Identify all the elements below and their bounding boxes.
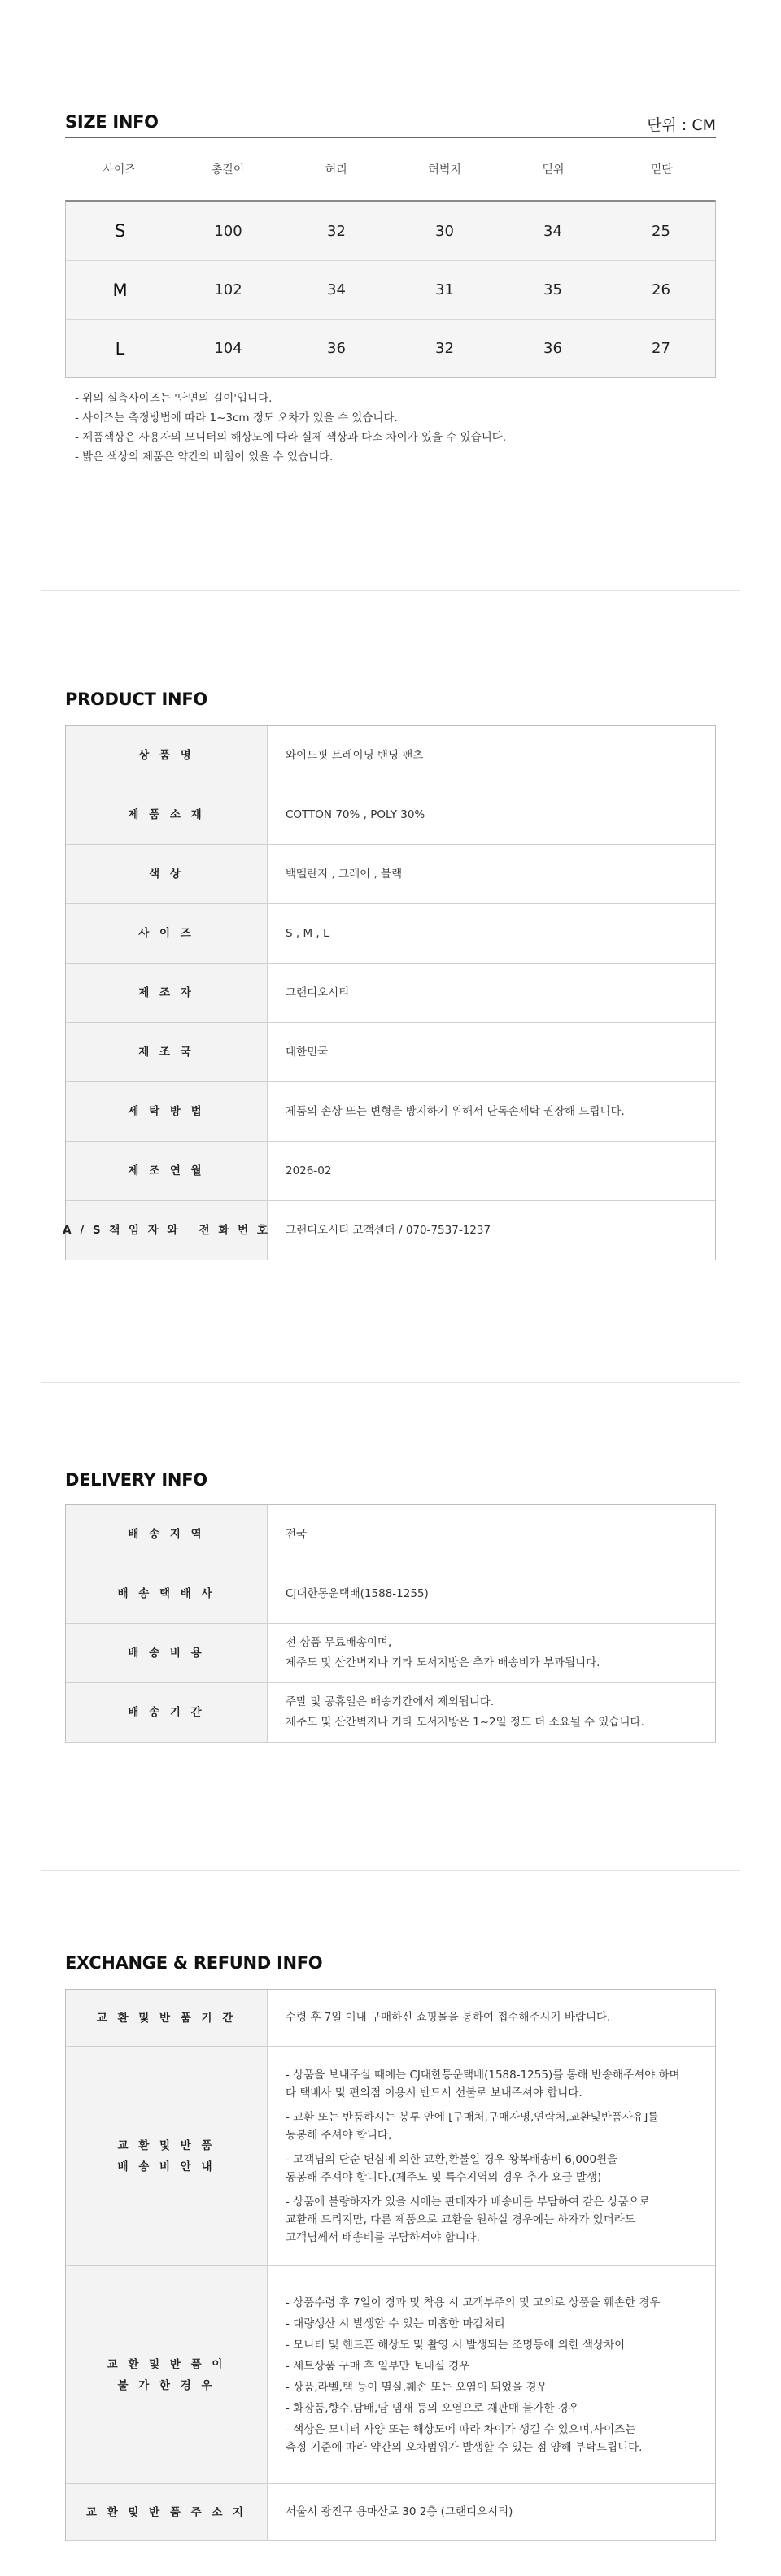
product-label: 사 이 즈 — [66, 904, 268, 963]
product-row-name — [66, 726, 715, 785]
size-header-cell: 허벅지 — [428, 163, 461, 176]
delivery-label: 배 송 비 용 — [66, 1624, 268, 1682]
product-value: 백멜란지 , 그레이 , 블랙 — [286, 867, 403, 881]
exchange-value: 서울시 광진구 용마산로 30 2층 (그랜디오시티) — [286, 2505, 513, 2518]
product-row-maker — [66, 964, 715, 1023]
delivery-value — [268, 1564, 715, 1623]
delivery-value — [268, 1624, 715, 1682]
product-row-country — [66, 1023, 715, 1082]
exchange-label: 교 환 및 반 품 배 송 비 안 내 — [66, 2047, 268, 2265]
product-row-wash — [66, 1082, 715, 1142]
size-info-title: SIZE INFO — [65, 112, 159, 132]
delivery-line: 전국 — [286, 1527, 308, 1541]
delivery-value — [268, 1683, 715, 1742]
exchange-row-period — [66, 1990, 715, 2047]
exchange-label: 교 환 및 반 품 기 간 — [66, 1990, 268, 2046]
product-label: 상 품 명 — [66, 726, 268, 785]
exchange-label: 교 환 및 반 품 이 불 가 한 경 우 — [66, 2266, 268, 2483]
product-row-size — [66, 904, 715, 964]
product-row-date — [66, 1142, 715, 1201]
exchange-guide-item: - 교환 또는 반품하시는 봉투 안에 [구매처,구매자명,연락처,교환및반품사유]를 동봉해 주셔야 합니다. — [286, 2110, 659, 2142]
size-cell: 34 — [543, 222, 562, 240]
product-info-title: PRODUCT INFO — [65, 690, 207, 709]
exchange-impossible-item: - 세트상품 구매 후 일부만 보내실 경우 — [286, 2359, 470, 2373]
product-value: 그랜디오시티 — [286, 986, 350, 999]
size-unit-label: 단위 : CM — [647, 116, 716, 134]
delivery-value — [268, 1505, 715, 1564]
section-divider — [41, 1870, 740, 1871]
delivery-row-period — [66, 1683, 715, 1743]
delivery-line: 주말 및 공휴일은 배송기간에서 제외됩니다. — [286, 1695, 495, 1708]
size-notes — [75, 389, 506, 467]
product-label: 제 조 연 월 — [66, 1142, 268, 1200]
exchange-info-table — [65, 1989, 716, 2541]
size-cell: 36 — [327, 340, 346, 357]
size-table — [65, 137, 716, 378]
exchange-impossible-item: - 색상은 모니터 사양 또는 해상도에 따라 차이가 생길 수 있으며,사이즈는 측정 기준에 따라 약간의 오차범위가 발생할 수 있는 점 양해 부탁드립니다. — [286, 2422, 643, 2454]
delivery-label: 배 송 지 역 — [66, 1505, 268, 1564]
size-cell: M — [112, 280, 128, 300]
exchange-label: 교 환 및 반 품 주 소 지 — [66, 2484, 268, 2540]
exchange-info-title: EXCHANGE & REFUND INFO — [65, 1953, 323, 1973]
size-cell: L — [115, 338, 125, 359]
product-info-table — [65, 725, 716, 1260]
exchange-row-address — [66, 2484, 715, 2541]
delivery-label: 배 송 기 간 — [66, 1683, 268, 1742]
product-label: 세 탁 방 법 — [66, 1082, 268, 1141]
product-row-color — [66, 845, 715, 904]
size-row-m — [66, 260, 715, 319]
product-value: 대한민국 — [286, 1045, 329, 1059]
size-header-cell: 밑단 — [650, 163, 673, 176]
product-label: 제 품 소 재 — [66, 785, 268, 844]
product-label: 제 조 국 — [66, 1023, 268, 1081]
delivery-info-title: DELIVERY INFO — [65, 1470, 207, 1490]
delivery-line: 제주도 및 산간벽지나 기타 도서지방은 추가 배송비가 부과됩니다. — [286, 1656, 600, 1669]
size-cell: 31 — [435, 281, 454, 298]
delivery-label: 배 송 택 배 사 — [66, 1564, 268, 1623]
exchange-row-shipping-guide — [66, 2047, 715, 2266]
product-value: 제품의 손상 또는 변형을 방지하기 위해서 단독손세탁 권장해 드립니다. — [286, 1104, 625, 1118]
exchange-guide-item: - 상품에 불량하자가 있을 시에는 판매자가 배송비를 부담하여 같은 상품으로 교환해 드리지만, 다른 제품으로 교환을 원하실 경우에는 하자가 있더라도 고객님께서 배송비를 부담하셔야 합니다. — [286, 2195, 650, 2244]
product-label: A / S 책 임 자 와 전 화 번 호 — [66, 1201, 268, 1260]
size-cell: 35 — [543, 281, 562, 298]
size-cell: 26 — [652, 281, 670, 298]
exchange-impossible-item: - 모니터 및 핸드폰 해상도 및 촬영 시 발생되는 조명등에 의한 색상차이 — [286, 2338, 626, 2352]
size-cell: S — [114, 221, 126, 241]
product-value: S , M , L — [286, 926, 329, 940]
size-cell: 25 — [652, 222, 670, 240]
exchange-impossible-item: - 화장품,향수,담배,땀 냄새 등의 오염으로 재판매 불가한 경우 — [286, 2401, 579, 2415]
delivery-row-area — [66, 1505, 715, 1564]
size-row-l — [66, 319, 715, 377]
size-cell: 34 — [327, 281, 346, 298]
exchange-impossible-item: - 상품,라벨,택 등이 멸실,훼손 또는 오염이 되었을 경우 — [286, 2380, 548, 2394]
section-divider — [41, 1382, 740, 1383]
exchange-impossible-item: - 상품수령 후 7일이 경과 및 착용 시 고객부주의 및 고의로 상품을 훼손한 경우 — [286, 2295, 661, 2309]
exchange-guide-item: - 상품을 보내주실 때에는 CJ대한통운택배(1588-1255)를 통해 반송해주셔야 하며 타 택배사 및 편의점 이용시 반드시 선불로 보내주셔야 합니다. — [286, 2068, 680, 2100]
delivery-line: 제주도 및 산간벽지나 기타 도서지방은 1~2일 정도 더 소요될 수 있습니다. — [286, 1716, 644, 1729]
exchange-impossible-list — [268, 2266, 715, 2483]
size-table-body — [65, 200, 716, 378]
exchange-guide-list — [268, 2047, 715, 2265]
size-note: - 위의 실측사이즈는 '단면의 길이'입니다. — [75, 392, 273, 405]
size-table-header — [65, 137, 716, 200]
size-header-cell: 총길이 — [211, 163, 245, 176]
product-row-material — [66, 785, 715, 845]
size-cell: 30 — [435, 222, 454, 240]
size-header-cell: 허리 — [325, 163, 347, 176]
size-header-cell: 밑위 — [542, 163, 565, 176]
size-cell: 104 — [214, 340, 242, 357]
size-row-s — [66, 202, 715, 260]
size-cell: 32 — [435, 340, 454, 357]
size-note: - 밝은 색상의 제품은 약간의 비침이 있을 수 있습니다. — [75, 450, 334, 463]
size-note: - 제품색상은 사용자의 모니터의 해상도에 따라 실제 색상과 다소 차이가 있을 수 있습니다. — [75, 431, 507, 444]
delivery-row-cost — [66, 1624, 715, 1683]
size-header-cell: 사이즈 — [103, 163, 136, 176]
size-cell: 36 — [543, 340, 562, 357]
exchange-guide-item: - 고객님의 단순 변심에 의한 교환,환불일 경우 왕복배송비 6,000원을 동봉해 주셔야 합니다.(제주도 및 특수지역의 경우 추가 요금 발생) — [286, 2152, 618, 2184]
exchange-row-impossible — [66, 2266, 715, 2484]
delivery-row-courier — [66, 1564, 715, 1624]
product-value: COTTON 70% , POLY 30% — [286, 807, 425, 821]
product-row-as — [63, 1201, 715, 1260]
size-cell: 100 — [214, 222, 242, 240]
product-label: 제 조 자 — [66, 964, 268, 1022]
product-value: 그랜디오시티 고객센터 / 070-7537-1237 — [286, 1223, 491, 1237]
exchange-value: 수령 후 7일 이내 구매하신 쇼핑몰을 통하여 접수해주시기 바랍니다. — [286, 2011, 611, 2024]
section-divider — [41, 590, 740, 591]
size-note: - 사이즈는 측정방법에 따라 1~3cm 정도 오차가 있을 수 있습니다. — [75, 411, 398, 424]
size-cell: 32 — [327, 222, 346, 240]
exchange-impossible-item: - 대량생산 시 발생할 수 있는 미흡한 마감처리 — [286, 2317, 505, 2330]
delivery-line: 전 상품 무료배송이며, — [286, 1636, 392, 1649]
product-value: 와이드핏 트레이닝 밴딩 팬츠 — [286, 748, 424, 762]
delivery-line: CJ대한통운택배(1588-1255) — [286, 1586, 429, 1600]
delivery-info-table — [65, 1504, 716, 1743]
product-label: 색 상 — [66, 845, 268, 903]
size-cell: 102 — [214, 281, 242, 298]
size-cell: 27 — [652, 340, 670, 357]
product-value: 2026-02 — [286, 1164, 332, 1177]
